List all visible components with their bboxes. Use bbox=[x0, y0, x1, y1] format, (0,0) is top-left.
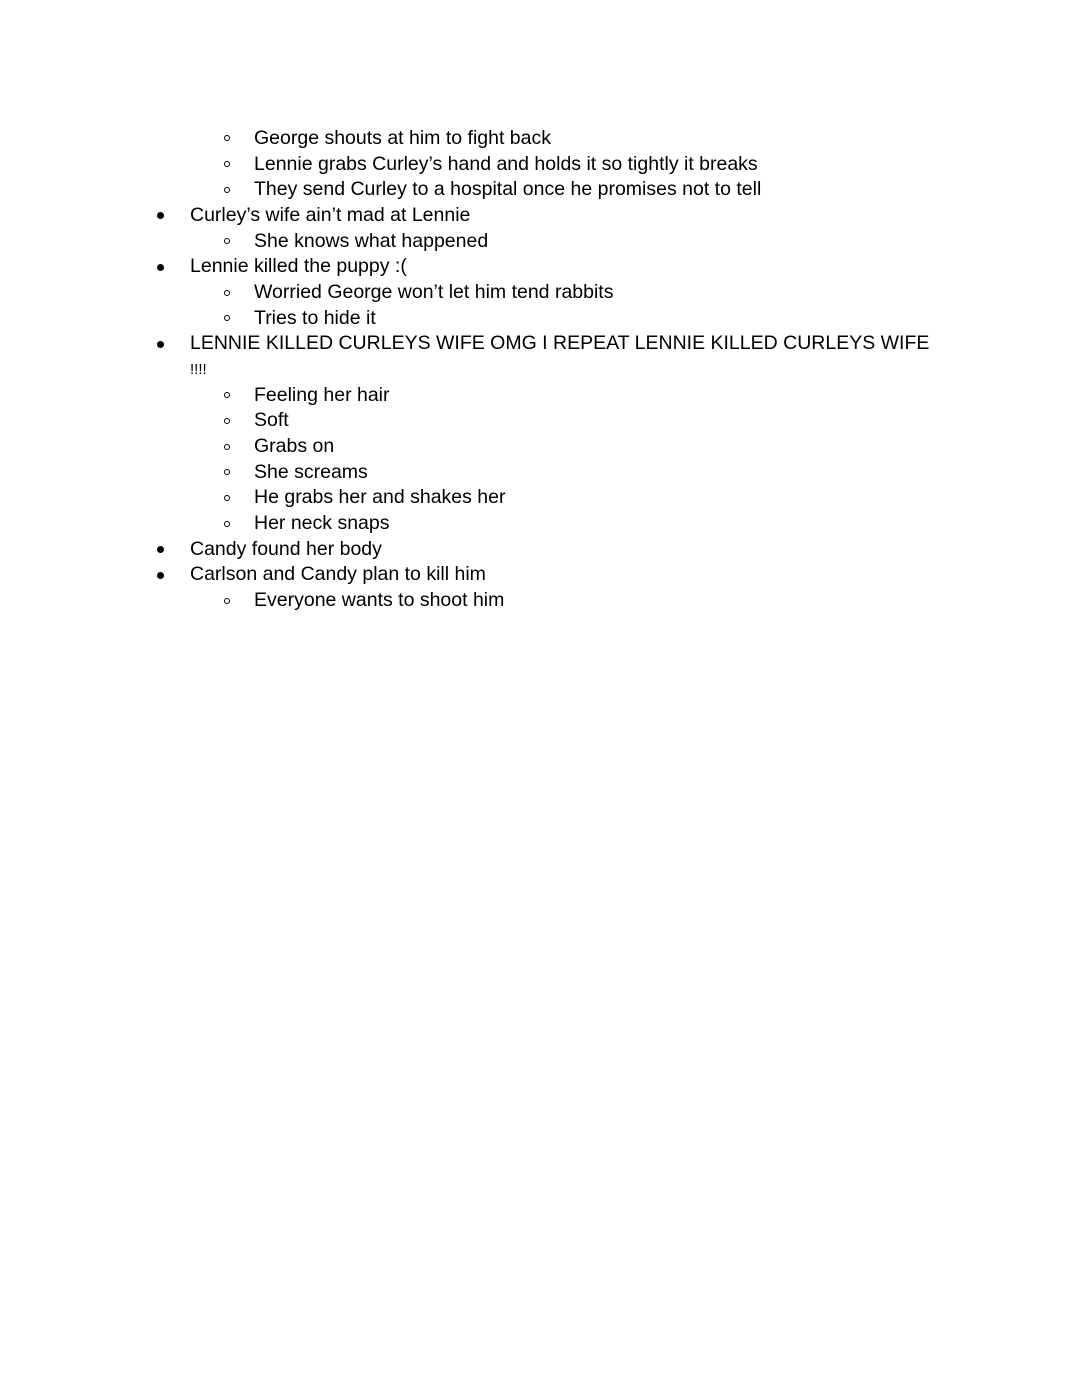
sub-bullet-text: She knows what happened bbox=[254, 230, 489, 252]
sub-bullet-text: Everyone wants to shoot him bbox=[254, 589, 505, 611]
sub-bullet-text: Worried George won’t let him tend rabbits bbox=[254, 281, 614, 303]
disc-bullet-icon bbox=[157, 546, 164, 553]
sub-bullet-text: Grabs on bbox=[254, 435, 335, 457]
bullet-text-continuation: !!!! bbox=[190, 361, 207, 378]
circle-bullet-icon bbox=[224, 315, 230, 321]
bullet-text: Carlson and Candy plan to kill him bbox=[190, 563, 486, 585]
disc-bullet-icon bbox=[157, 264, 164, 271]
circle-bullet-icon bbox=[224, 418, 230, 424]
sub-bullet-text: Lennie grabs Curley’s hand and holds it so tightly it breaks bbox=[254, 153, 758, 175]
sub-bullet-text: George shouts at him to fight back bbox=[254, 127, 551, 149]
disc-bullet-icon bbox=[157, 572, 164, 579]
circle-bullet-icon bbox=[224, 187, 230, 193]
circle-bullet-icon bbox=[224, 444, 230, 450]
circle-bullet-icon bbox=[224, 495, 230, 501]
sub-bullet-text: Feeling her hair bbox=[254, 384, 390, 406]
sub-bullet-text: Soft bbox=[254, 409, 289, 431]
bullet-text: LENNIE KILLED CURLEYS WIFE OMG I REPEAT LENNIE KILLED CURLEYS WIFE bbox=[190, 332, 930, 354]
circle-bullet-icon bbox=[224, 392, 230, 398]
disc-bullet-icon bbox=[157, 212, 164, 219]
bullet-text: Candy found her body bbox=[190, 538, 382, 560]
circle-bullet-icon bbox=[224, 521, 230, 527]
disc-bullet-icon bbox=[157, 341, 164, 348]
sub-bullet-text: She screams bbox=[254, 461, 368, 483]
circle-bullet-icon bbox=[224, 161, 230, 167]
sub-bullet-text: They send Curley to a hospital once he promises not to tell bbox=[254, 178, 762, 200]
circle-bullet-icon bbox=[224, 135, 230, 141]
sub-bullet-text: Tries to hide it bbox=[254, 307, 376, 329]
sub-bullet-text: He grabs her and shakes her bbox=[254, 486, 506, 508]
bullet-text: Lennie killed the puppy :( bbox=[190, 255, 407, 277]
circle-bullet-icon bbox=[224, 238, 230, 244]
circle-bullet-icon bbox=[224, 598, 230, 604]
circle-bullet-icon bbox=[224, 290, 230, 296]
sub-bullet-text: Her neck snaps bbox=[254, 512, 390, 534]
bullet-text: Curley’s wife ain’t mad at Lennie bbox=[190, 204, 471, 226]
circle-bullet-icon bbox=[224, 469, 230, 475]
